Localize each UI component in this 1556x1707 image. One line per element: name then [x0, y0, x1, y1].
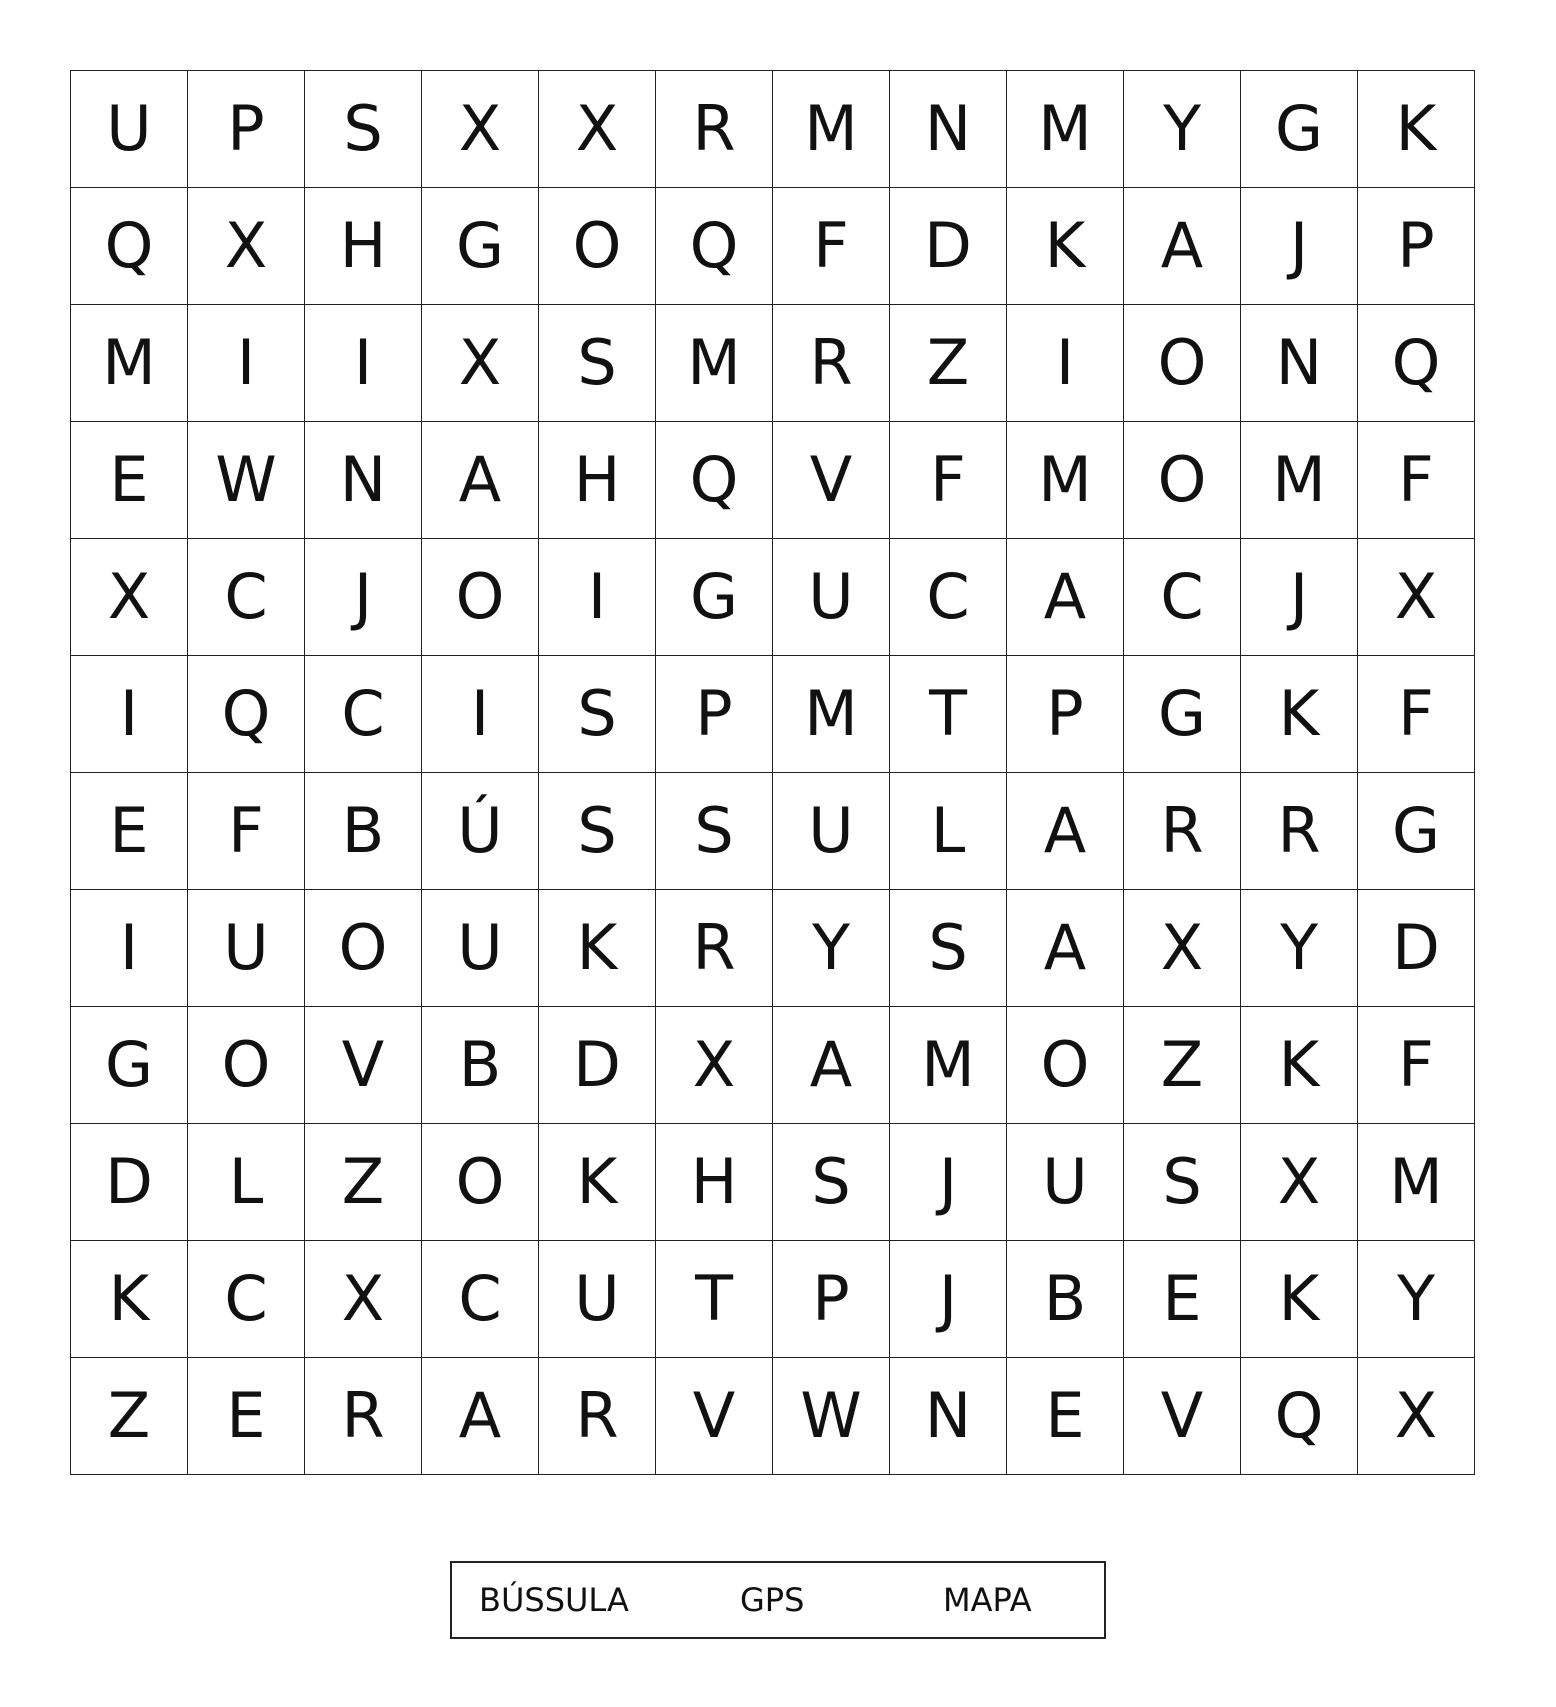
grid-cell[interactable]: K — [539, 1124, 656, 1241]
grid-cell[interactable]: Z — [71, 1358, 188, 1475]
grid-cell[interactable]: Q — [656, 422, 773, 539]
grid-cell[interactable]: Q — [71, 188, 188, 305]
grid-cell[interactable]: I — [1007, 305, 1124, 422]
grid-cell[interactable]: D — [1358, 890, 1475, 1007]
word-list-item: MAPA — [943, 1581, 1032, 1619]
grid-cell[interactable]: J — [1241, 539, 1358, 656]
grid-cell[interactable]: R — [1124, 773, 1241, 890]
grid-cell[interactable]: C — [188, 1241, 305, 1358]
grid-cell[interactable]: M — [656, 305, 773, 422]
grid-cell[interactable]: Y — [1358, 1241, 1475, 1358]
grid-cell[interactable]: X — [539, 71, 656, 188]
grid-cell[interactable]: G — [422, 188, 539, 305]
grid-row — [71, 422, 1475, 539]
grid-cell[interactable]: M — [1007, 71, 1124, 188]
grid-cell[interactable]: X — [422, 71, 539, 188]
grid-cell[interactable]: R — [305, 1358, 422, 1475]
grid-cell[interactable]: I — [71, 890, 188, 1007]
grid-cell[interactable]: E — [188, 1358, 305, 1475]
grid-cell[interactable]: Q — [1358, 305, 1475, 422]
grid-cell[interactable]: U — [539, 1241, 656, 1358]
grid-cell[interactable]: D — [539, 1007, 656, 1124]
grid-cell[interactable]: V — [305, 1007, 422, 1124]
grid-cell[interactable]: Q — [656, 188, 773, 305]
grid-cell[interactable]: S — [305, 71, 422, 188]
grid-cell[interactable]: I — [188, 305, 305, 422]
grid-cell[interactable]: X — [305, 1241, 422, 1358]
grid-cell[interactable]: M — [1358, 1124, 1475, 1241]
grid-cell[interactable]: M — [71, 305, 188, 422]
grid-cell[interactable]: A — [1007, 890, 1124, 1007]
grid-cell[interactable]: C — [1124, 539, 1241, 656]
grid-cell[interactable]: R — [539, 1358, 656, 1475]
grid-cell[interactable]: K — [1358, 71, 1475, 188]
grid-cell[interactable]: X — [1358, 1358, 1475, 1475]
grid-cell[interactable]: E — [1007, 1358, 1124, 1475]
grid-cell[interactable]: N — [1241, 305, 1358, 422]
grid-cell[interactable]: B — [1007, 1241, 1124, 1358]
grid-cell[interactable]: E — [1124, 1241, 1241, 1358]
grid-cell[interactable]: X — [1241, 1124, 1358, 1241]
grid-cell[interactable]: R — [656, 890, 773, 1007]
grid-cell[interactable]: A — [773, 1007, 890, 1124]
grid-row — [71, 1007, 1475, 1124]
grid-cell[interactable]: F — [188, 773, 305, 890]
grid-cell[interactable]: K — [1007, 188, 1124, 305]
grid-cell[interactable]: N — [305, 422, 422, 539]
grid-cell[interactable]: V — [656, 1358, 773, 1475]
grid-cell[interactable]: S — [890, 890, 1007, 1007]
grid-cell[interactable]: M — [1007, 422, 1124, 539]
word-search-grid-body — [71, 71, 1475, 1475]
grid-row — [71, 1241, 1475, 1358]
grid-cell[interactable]: V — [773, 422, 890, 539]
grid-cell[interactable]: Z — [1124, 1007, 1241, 1124]
grid-cell[interactable]: A — [422, 1358, 539, 1475]
grid-cell[interactable]: S — [773, 1124, 890, 1241]
grid-cell[interactable]: Y — [1241, 890, 1358, 1007]
grid-cell[interactable]: I — [422, 656, 539, 773]
grid-cell[interactable]: X — [422, 305, 539, 422]
grid-row — [71, 539, 1475, 656]
grid-cell[interactable]: J — [305, 539, 422, 656]
word-list-item: GPS — [740, 1581, 805, 1619]
grid-cell[interactable]: G — [71, 1007, 188, 1124]
grid-cell[interactable]: P — [1358, 188, 1475, 305]
grid-cell[interactable]: U — [71, 71, 188, 188]
grid-cell[interactable]: F — [773, 188, 890, 305]
grid-cell[interactable]: F — [1358, 1007, 1475, 1124]
grid-cell[interactable]: D — [71, 1124, 188, 1241]
grid-cell[interactable]: X — [1358, 539, 1475, 656]
grid-cell[interactable]: L — [890, 773, 1007, 890]
grid-cell[interactable]: A — [1124, 188, 1241, 305]
grid-cell[interactable]: I — [305, 305, 422, 422]
grid-cell[interactable]: B — [422, 1007, 539, 1124]
grid-cell[interactable]: X — [656, 1007, 773, 1124]
word-list — [450, 1561, 1106, 1639]
grid-cell[interactable]: R — [773, 305, 890, 422]
grid-cell[interactable]: O — [1124, 422, 1241, 539]
grid-cell[interactable]: P — [188, 71, 305, 188]
grid-cell[interactable]: X — [1124, 890, 1241, 1007]
grid-cell[interactable]: G — [1358, 773, 1475, 890]
grid-cell[interactable]: U — [422, 890, 539, 1007]
grid-cell[interactable]: Ú — [422, 773, 539, 890]
grid-cell[interactable]: R — [656, 71, 773, 188]
grid-cell[interactable]: W — [188, 422, 305, 539]
grid-cell[interactable]: K — [71, 1241, 188, 1358]
grid-cell[interactable]: D — [890, 188, 1007, 305]
grid-row — [71, 1124, 1475, 1241]
grid-cell[interactable]: I — [71, 656, 188, 773]
grid-cell[interactable]: O — [1007, 1007, 1124, 1124]
grid-cell[interactable]: J — [1241, 188, 1358, 305]
grid-cell[interactable]: V — [1124, 1358, 1241, 1475]
grid-cell[interactable]: Z — [890, 305, 1007, 422]
grid-row — [71, 656, 1475, 773]
grid-cell[interactable]: O — [539, 188, 656, 305]
grid-cell[interactable]: F — [890, 422, 1007, 539]
grid-cell[interactable]: J — [890, 1124, 1007, 1241]
grid-cell[interactable]: Z — [305, 1124, 422, 1241]
grid-cell[interactable]: U — [1007, 1124, 1124, 1241]
grid-cell[interactable]: K — [1241, 1241, 1358, 1358]
grid-cell[interactable]: H — [305, 188, 422, 305]
grid-cell[interactable]: R — [1241, 773, 1358, 890]
grid-cell[interactable]: U — [773, 773, 890, 890]
grid-cell[interactable]: Q — [188, 656, 305, 773]
grid-cell[interactable]: E — [71, 422, 188, 539]
grid-cell[interactable]: C — [422, 1241, 539, 1358]
grid-cell[interactable]: S — [539, 773, 656, 890]
grid-cell[interactable]: Y — [773, 890, 890, 1007]
grid-cell[interactable]: L — [188, 1124, 305, 1241]
grid-cell[interactable]: N — [890, 71, 1007, 188]
grid-cell[interactable]: A — [1007, 539, 1124, 656]
grid-cell[interactable]: X — [188, 188, 305, 305]
grid-cell[interactable]: G — [1124, 656, 1241, 773]
grid-cell[interactable]: K — [1241, 656, 1358, 773]
grid-cell[interactable]: O — [422, 539, 539, 656]
grid-cell[interactable]: O — [1124, 305, 1241, 422]
grid-cell[interactable]: P — [656, 656, 773, 773]
grid-row — [71, 188, 1475, 305]
grid-cell[interactable]: T — [890, 656, 1007, 773]
grid-cell[interactable]: X — [71, 539, 188, 656]
grid-cell[interactable]: S — [539, 656, 656, 773]
grid-cell[interactable]: F — [1358, 422, 1475, 539]
grid-cell[interactable]: S — [539, 305, 656, 422]
grid-cell[interactable]: S — [1124, 1124, 1241, 1241]
grid-row — [71, 71, 1475, 188]
grid-cell[interactable]: G — [656, 539, 773, 656]
word-list-item: BÚSSULA — [479, 1581, 629, 1619]
grid-cell[interactable]: W — [773, 1358, 890, 1475]
grid-row — [71, 890, 1475, 1007]
grid-cell[interactable]: M — [890, 1007, 1007, 1124]
grid-cell[interactable]: U — [773, 539, 890, 656]
grid-cell[interactable]: M — [1241, 422, 1358, 539]
grid-row — [71, 773, 1475, 890]
grid-cell[interactable]: O — [188, 1007, 305, 1124]
grid-cell[interactable]: A — [1007, 773, 1124, 890]
grid-cell[interactable]: C — [188, 539, 305, 656]
grid-cell[interactable]: H — [539, 422, 656, 539]
grid-row — [71, 305, 1475, 422]
grid-cell[interactable]: O — [305, 890, 422, 1007]
grid-cell[interactable]: M — [773, 656, 890, 773]
grid-cell[interactable]: H — [656, 1124, 773, 1241]
grid-cell[interactable]: O — [422, 1124, 539, 1241]
grid-cell[interactable]: C — [305, 656, 422, 773]
grid-cell[interactable]: N — [890, 1358, 1007, 1475]
grid-cell[interactable]: T — [656, 1241, 773, 1358]
grid-cell[interactable]: P — [1007, 656, 1124, 773]
grid-cell[interactable]: Q — [1241, 1358, 1358, 1475]
grid-cell[interactable]: M — [773, 71, 890, 188]
grid-cell[interactable]: E — [71, 773, 188, 890]
grid-cell[interactable]: K — [1241, 1007, 1358, 1124]
grid-cell[interactable]: I — [539, 539, 656, 656]
grid-cell[interactable]: K — [539, 890, 656, 1007]
grid-cell[interactable]: Y — [1124, 71, 1241, 188]
grid-cell[interactable]: F — [1358, 656, 1475, 773]
grid-cell[interactable]: U — [188, 890, 305, 1007]
grid-cell[interactable]: P — [773, 1241, 890, 1358]
grid-cell[interactable]: B — [305, 773, 422, 890]
grid-cell[interactable]: S — [656, 773, 773, 890]
grid-row — [71, 1358, 1475, 1475]
grid-cell[interactable]: A — [422, 422, 539, 539]
grid-cell[interactable]: G — [1241, 71, 1358, 188]
word-search-grid — [70, 70, 1475, 1475]
grid-cell[interactable]: J — [890, 1241, 1007, 1358]
grid-cell[interactable]: C — [890, 539, 1007, 656]
